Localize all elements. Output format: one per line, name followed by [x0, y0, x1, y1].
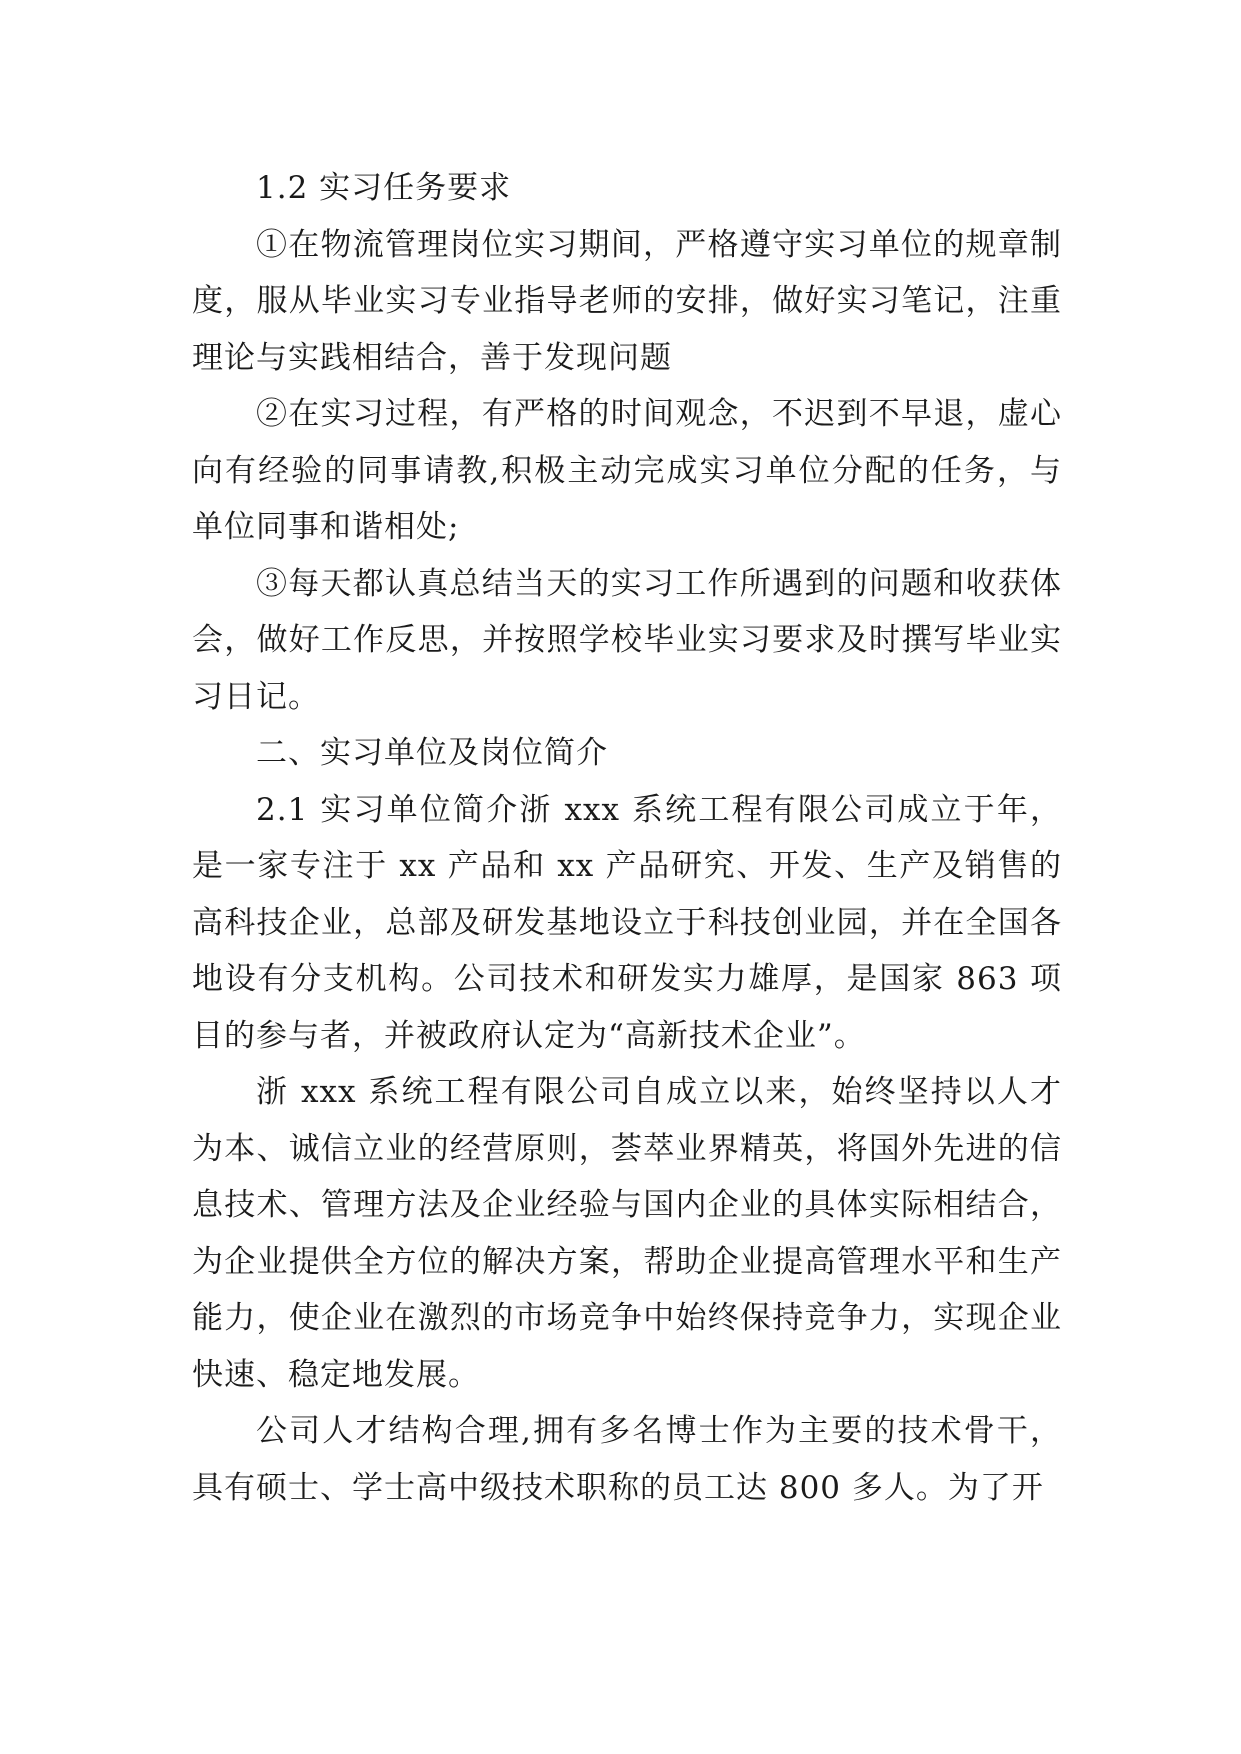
company-intro-paragraph: 2.1 实习单位简介浙 xxx 系统工程有限公司成立于年，是一家专注于 xx 产品和 xx 产品研究、开发、生产及销售的高科技企业，总部及研发基地设立于科技创业园，并在全国各地设有分支机构。公司技术和研发实力雄厚，是国家 863 项目的参与者，并被政府认定为“高新技术企业”。 — [192, 791, 1062, 1054]
requirement-item-1: ①在物流管理岗位实习期间，严格遵守实习单位的规章制度，服从毕业实习专业指导老师的安排，做好实习笔记，注重理论与实践相结合，善于发现问题 — [192, 226, 1062, 376]
document-body — [192, 160, 1062, 1516]
requirement-item-2: ②在实习过程，有严格的时间观念，不迟到不早退，虚心向有经验的同事请教,积极主动完成实习单位分配的任务，与单位同事和谐相处; — [192, 396, 1062, 545]
company-staff-paragraph: 公司人才结构合理,拥有多名博士作为主要的技术骨干，具有硕士、学士高中级技术职称的员工达 800 多人。为了开 — [192, 1413, 1062, 1506]
section-heading-1-2: 1.2 实习任务要求 — [256, 170, 512, 206]
company-principles-paragraph: 浙 xxx 系统工程有限公司自成立以来，始终坚持以人才为本、诚信立业的经营原则，荟萃业界精英，将国外先进的信息技术、管理方法及企业经验与国内企业的具体实际相结合，为企业提供全方位的解决方案，帮助企业提高管理水平和生产能力，使企业在激烈的市场竞争中始终保持竞争力，实现企业快速、稳定地发展。 — [192, 1074, 1062, 1393]
chapter-heading-2: 二、实习单位及岗位简介 — [256, 735, 608, 771]
requirement-item-3: ③每天都认真总结当天的实习工作所遇到的问题和收获体会，做好工作反思，并按照学校毕业实习要求及时撰写毕业实习日记。 — [192, 565, 1062, 715]
